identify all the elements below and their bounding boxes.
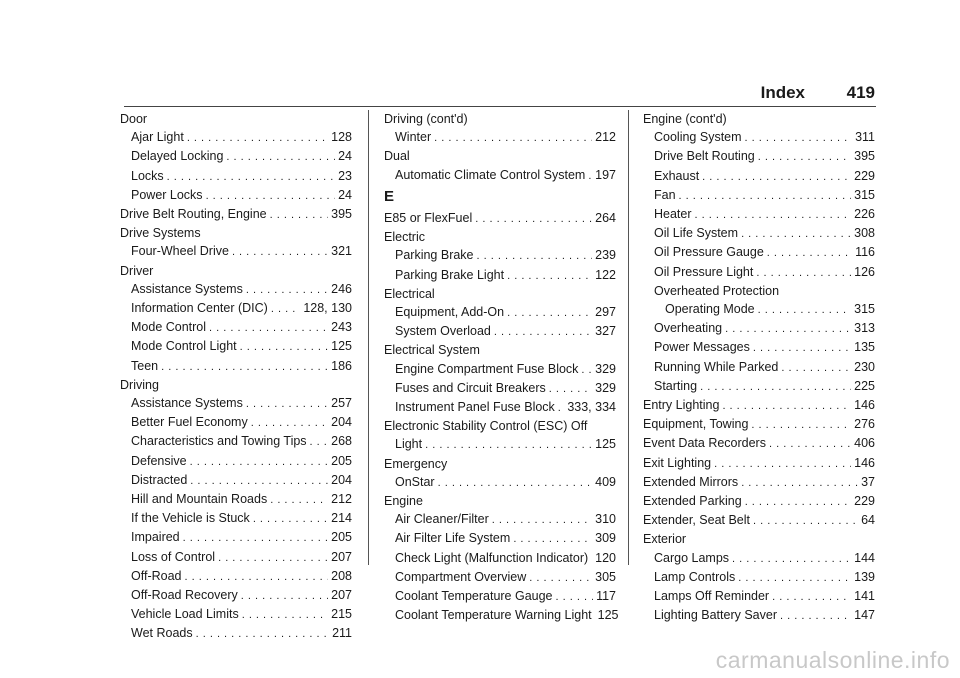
entry-page-ref[interactable]: 226 <box>854 207 875 222</box>
entry-page-ref[interactable]: 144 <box>854 550 875 565</box>
entry-page-ref[interactable]: 243 <box>331 320 352 335</box>
index-entry <box>643 415 875 434</box>
entry-page-ref[interactable]: 135 <box>854 340 875 355</box>
dot-leader <box>477 246 593 265</box>
entry-page-ref[interactable]: 64 <box>861 513 875 528</box>
dot-leader <box>588 166 592 185</box>
entry-label: Delayed Locking <box>131 149 224 164</box>
index-entry <box>643 319 875 338</box>
entry-label: Running While Parked <box>654 359 779 374</box>
entry-page-ref[interactable]: 205 <box>331 453 352 468</box>
page-number: 419 <box>846 83 875 102</box>
entry-page-ref[interactable]: 305 <box>595 569 616 584</box>
dot-leader <box>745 492 851 511</box>
entry-label: Information Center (DIC) <box>131 301 268 316</box>
index-entry <box>120 128 352 147</box>
index-entry <box>384 568 616 587</box>
dot-leader <box>581 360 592 379</box>
header-rule <box>124 106 876 107</box>
entry-page-ref[interactable]: 395 <box>854 149 875 164</box>
entry-label: Wet Roads <box>131 626 193 641</box>
index-entry <box>120 605 352 624</box>
index-entry <box>643 358 875 377</box>
index-entry <box>120 471 352 490</box>
dot-leader <box>246 394 328 413</box>
index-entry <box>120 167 352 186</box>
index-heading: Electronic Stability Control (ESC) Off <box>384 419 588 434</box>
dot-leader <box>271 299 300 318</box>
dot-leader <box>507 266 592 285</box>
index-heading: Driving <box>120 377 159 392</box>
index-entry <box>120 586 352 605</box>
column-divider <box>628 110 629 565</box>
index-heading: Door <box>120 112 148 126</box>
entry-page-ref[interactable]: 212 <box>331 492 352 507</box>
dot-leader <box>232 242 328 261</box>
dot-leader <box>591 549 592 568</box>
entry-label: Cooling System <box>654 130 742 145</box>
index-entry <box>120 280 352 299</box>
dot-leader <box>226 147 335 166</box>
entry-page-ref[interactable]: 246 <box>331 281 352 296</box>
entry-page-ref[interactable]: 208 <box>331 568 352 583</box>
dot-leader <box>246 280 328 299</box>
entry-page-ref[interactable]: 297 <box>595 305 616 320</box>
entry-page-ref[interactable]: 264 <box>595 211 616 226</box>
dot-leader <box>251 413 328 432</box>
entry-label: Parking Brake Light <box>395 267 505 282</box>
section-letter: E <box>384 187 395 205</box>
index-entry <box>384 529 616 548</box>
dot-leader <box>714 454 851 473</box>
entry-label: If the Vehicle is Stuck <box>131 511 250 526</box>
entry-page-ref[interactable]: 146 <box>854 455 875 470</box>
entry-page-ref[interactable]: 117 <box>596 589 616 604</box>
dot-leader <box>556 587 594 606</box>
index-entry <box>643 205 875 224</box>
dot-leader <box>494 322 592 341</box>
entry-page-ref[interactable]: 257 <box>331 396 352 411</box>
entry-label: Fan <box>654 187 676 202</box>
entry-page-ref[interactable]: 409 <box>595 474 616 489</box>
index-entry <box>120 299 352 318</box>
entry-page-ref[interactable]: 197 <box>595 167 616 182</box>
dot-leader <box>725 319 851 338</box>
entry-label: Lamps Off Reminder <box>654 589 770 604</box>
dot-leader <box>702 167 851 186</box>
entry-label: Off-Road Recovery <box>131 588 238 603</box>
index-column-1 <box>120 110 352 644</box>
entry-label: Winter <box>395 130 432 145</box>
index-entry <box>120 318 352 337</box>
dot-leader <box>196 624 329 643</box>
entry-page-ref[interactable]: 329 <box>595 380 616 395</box>
entry-label: Automatic Climate Control System <box>395 167 586 182</box>
dot-leader <box>167 167 335 186</box>
entry-page-ref[interactable]: 310 <box>595 512 616 527</box>
index-entry <box>120 452 352 471</box>
page-header-title: Index <box>760 83 805 102</box>
dot-leader <box>242 605 328 624</box>
index-entry <box>384 209 616 228</box>
index-heading: Dual <box>384 149 410 164</box>
dot-leader <box>695 205 852 224</box>
entry-label: Drive Belt Routing <box>654 149 755 164</box>
dot-leader <box>209 318 328 337</box>
entry-label: Ajar Light <box>131 130 184 145</box>
index-entry <box>384 606 619 625</box>
index-entry <box>384 473 616 492</box>
entry-label: Mode Control <box>131 320 207 335</box>
index-entry <box>120 147 352 166</box>
entry-label: Impaired <box>131 530 180 545</box>
entry-label: Overheating <box>654 321 723 336</box>
entry-page-ref[interactable]: 207 <box>331 588 352 603</box>
dot-leader <box>679 186 852 205</box>
entry-label: Extender, Seat Belt <box>643 513 751 528</box>
dot-leader <box>253 509 328 528</box>
index-entry <box>384 510 616 529</box>
dot-leader <box>310 432 329 451</box>
entry-page-ref[interactable]: 327 <box>595 324 616 339</box>
index-heading: Emergency <box>384 456 448 471</box>
index-entry <box>120 624 352 643</box>
dot-leader <box>185 567 329 586</box>
index-entry <box>384 549 616 568</box>
index-entry <box>120 548 352 567</box>
dot-leader <box>270 490 328 509</box>
dot-leader <box>183 528 329 547</box>
entry-label: Oil Pressure Gauge <box>654 245 764 260</box>
entry-page-ref[interactable]: 128 <box>331 130 352 145</box>
entry-label: Drive Belt Routing, Engine <box>120 207 267 222</box>
entry-page-ref[interactable]: 225 <box>854 378 875 393</box>
entry-label: OnStar <box>395 474 435 489</box>
index-heading: Overheated Protection <box>654 283 780 298</box>
entry-label: Air Filter Life System <box>395 531 511 546</box>
index-entry <box>384 166 616 185</box>
column-divider <box>368 110 369 565</box>
index-entry <box>120 528 352 547</box>
entry-label: Off-Road <box>131 568 182 583</box>
entry-page-ref[interactable]: 215 <box>331 607 352 622</box>
index-entry <box>643 492 875 511</box>
entry-page-ref[interactable]: 230 <box>854 359 875 374</box>
index-entry <box>120 509 352 528</box>
entry-label: Air Cleaner/Filter <box>395 512 489 527</box>
entry-label: Characteristics and Towing Tips <box>131 434 307 449</box>
index-entry <box>120 205 352 224</box>
dot-leader <box>756 263 851 282</box>
entry-label: Extended Mirrors <box>643 474 739 489</box>
dot-leader <box>549 379 592 398</box>
entry-label: Better Fuel Economy <box>131 415 248 430</box>
entry-page-ref[interactable]: 211 <box>332 626 352 641</box>
index-entry <box>384 360 616 379</box>
index-entry <box>120 432 352 451</box>
index-entry <box>643 338 875 357</box>
entry-page-ref[interactable]: 125 <box>597 608 619 623</box>
index-heading: Electrical <box>384 286 435 301</box>
index-entry <box>643 147 875 166</box>
index-entry <box>120 394 352 413</box>
index-heading: Driver <box>120 263 154 278</box>
index-entry <box>643 396 875 415</box>
dot-leader <box>758 300 852 319</box>
entry-page-ref[interactable]: 311 <box>855 130 875 145</box>
entry-page-ref[interactable]: 329 <box>595 361 616 376</box>
dot-leader <box>738 568 851 587</box>
dot-leader <box>781 358 851 377</box>
entry-page-ref[interactable]: 125 <box>595 437 616 452</box>
entry-label: Cargo Lamps <box>654 550 730 565</box>
entry-page-ref[interactable]: 276 <box>854 417 875 432</box>
index-entry <box>384 128 616 147</box>
index-entry <box>384 435 616 454</box>
entry-label: Starting <box>654 378 698 393</box>
entry-page-ref[interactable]: 395 <box>331 207 352 222</box>
dot-leader <box>780 606 851 625</box>
index-entry <box>120 413 352 432</box>
entry-page-ref[interactable]: 146 <box>854 398 875 413</box>
entry-label: Loss of Control <box>131 549 216 564</box>
entry-label: Assistance Systems <box>131 396 243 411</box>
index-entry <box>643 128 875 147</box>
dot-leader <box>745 128 853 147</box>
entry-page-ref[interactable]: 116 <box>855 245 875 260</box>
entry-label: Lamp Controls <box>654 569 736 584</box>
entry-page-ref[interactable]: 128, 130 <box>303 301 352 316</box>
index-entry <box>384 266 616 285</box>
index-entry <box>384 398 616 417</box>
dot-leader <box>769 434 851 453</box>
index-entry <box>384 322 616 341</box>
entry-page-ref[interactable]: 120 <box>595 550 616 565</box>
index-heading: Drive Systems <box>120 226 201 241</box>
entry-page-ref[interactable]: 321 <box>331 244 352 259</box>
entry-label: Fuses and Circuit Breakers <box>395 380 546 395</box>
entry-label: Locks <box>131 168 164 183</box>
entry-label: Coolant Temperature Gauge <box>395 589 553 604</box>
entry-label: Oil Pressure Light <box>654 264 754 279</box>
dot-leader <box>240 337 329 356</box>
entry-label: Power Messages <box>654 340 750 355</box>
index-entry <box>120 186 352 205</box>
index-column-3 <box>643 110 875 625</box>
index-entry <box>643 377 875 396</box>
dot-leader <box>206 186 336 205</box>
entry-label: E85 or FlexFuel <box>384 211 473 226</box>
index-entry <box>384 587 616 606</box>
entry-page-ref[interactable]: 214 <box>331 511 352 526</box>
entry-page-ref[interactable]: 313 <box>854 321 875 336</box>
entry-page-ref[interactable]: 125 <box>331 339 352 354</box>
dot-leader <box>767 243 852 262</box>
dot-leader <box>475 209 592 228</box>
index-entry <box>643 224 875 243</box>
dot-leader <box>513 529 592 548</box>
entry-label: Compartment Overview <box>395 569 527 584</box>
entry-page-ref[interactable]: 229 <box>854 494 875 509</box>
index-entry <box>643 300 875 319</box>
entry-page-ref[interactable]: 204 <box>331 415 352 430</box>
entry-page-ref[interactable]: 24 <box>338 187 352 202</box>
entry-label: Event Data Recorders <box>643 436 766 451</box>
entry-page-ref[interactable]: 308 <box>854 226 875 241</box>
dot-leader <box>753 511 858 530</box>
dot-leader <box>438 473 593 492</box>
entry-page-ref[interactable]: 122 <box>595 267 616 282</box>
index-entry <box>643 587 875 606</box>
entry-label: Hill and Mountain Roads <box>131 492 268 507</box>
entry-label: Parking Brake <box>395 248 474 263</box>
index-heading: Driving (cont'd) <box>384 112 468 126</box>
entry-page-ref[interactable]: 309 <box>595 531 616 546</box>
dot-leader <box>161 357 328 376</box>
index-entry <box>643 473 875 492</box>
dot-leader <box>425 435 592 454</box>
entry-page-ref[interactable]: 24 <box>338 149 352 164</box>
entry-label: Engine Compartment Fuse Block <box>395 361 579 376</box>
entry-label: Vehicle Load Limits <box>131 607 239 622</box>
index-entry <box>120 490 352 509</box>
entry-page-ref[interactable]: 406 <box>854 436 875 451</box>
index-entry <box>643 511 875 530</box>
entry-label: Distracted <box>131 472 188 487</box>
index-heading: Electrical System <box>384 343 480 358</box>
entry-page-ref[interactable]: 315 <box>854 302 875 317</box>
dot-leader <box>190 471 328 490</box>
dot-leader <box>558 398 565 417</box>
index-entry <box>643 568 875 587</box>
index-entry <box>120 357 352 376</box>
dot-leader <box>218 548 328 567</box>
index-entry <box>384 246 616 265</box>
entry-page-ref[interactable]: 229 <box>854 168 875 183</box>
entry-page-ref[interactable]: 205 <box>331 530 352 545</box>
entry-label: Exit Lighting <box>643 455 712 470</box>
entry-label: Exhaust <box>654 168 700 183</box>
entry-label: Check Light (Malfunction Indicator) <box>395 550 589 565</box>
entry-page-ref[interactable]: 141 <box>854 589 875 604</box>
entry-label: Defensive <box>131 453 187 468</box>
index-entry <box>120 337 352 356</box>
dot-leader <box>700 377 851 396</box>
index-entry <box>643 186 875 205</box>
entry-label: Assistance Systems <box>131 281 243 296</box>
index-entry <box>643 606 875 625</box>
entry-label: Coolant Temperature Warning Light <box>395 608 592 623</box>
index-entry <box>120 242 352 261</box>
dot-leader <box>270 205 329 224</box>
index-heading: Exterior <box>643 532 687 547</box>
entry-label: Equipment, Towing <box>643 417 749 432</box>
index-entry <box>643 434 875 453</box>
index-entry <box>643 454 875 473</box>
index-heading: Engine (cont'd) <box>643 112 727 126</box>
index-entry <box>384 379 616 398</box>
entry-page-ref[interactable]: 207 <box>331 549 352 564</box>
entry-page-ref[interactable]: 239 <box>595 248 616 263</box>
entry-label: Power Locks <box>131 187 203 202</box>
dot-leader <box>741 224 851 243</box>
dot-leader <box>492 510 592 529</box>
entry-label: Extended Parking <box>643 494 742 509</box>
dot-leader <box>507 303 592 322</box>
dot-leader <box>772 587 851 606</box>
dot-leader <box>732 549 851 568</box>
entry-label: Instrument Panel Fuse Block <box>395 400 555 415</box>
dot-leader <box>529 568 592 587</box>
entry-page-ref[interactable]: 212 <box>595 130 616 145</box>
dot-leader <box>187 128 328 147</box>
index-entry <box>643 243 875 262</box>
entry-label: System Overload <box>395 324 491 339</box>
dot-leader <box>434 128 592 147</box>
entry-label: Lighting Battery Saver <box>654 608 777 623</box>
entry-label: Teen <box>131 358 159 373</box>
dot-leader <box>241 586 328 605</box>
entry-page-ref[interactable]: 139 <box>854 569 875 584</box>
entry-label: Mode Control Light <box>131 339 237 354</box>
index-entry <box>643 263 875 282</box>
index-column-2 <box>384 110 619 625</box>
index-entry <box>643 549 875 568</box>
entry-label: Equipment, Add-On <box>395 305 505 320</box>
entry-page-ref[interactable]: 315 <box>854 187 875 202</box>
watermark: carmanualsonline.info <box>715 647 950 673</box>
dot-leader <box>753 338 851 357</box>
dot-leader <box>758 147 851 166</box>
entry-page-ref[interactable]: 186 <box>331 358 352 373</box>
index-heading: Engine <box>384 494 423 509</box>
entry-page-ref[interactable]: 126 <box>854 264 875 279</box>
entry-page-ref[interactable]: 268 <box>331 434 352 449</box>
entry-label: Heater <box>654 207 692 222</box>
entry-page-ref[interactable]: 37 <box>861 474 875 489</box>
dot-leader <box>751 415 851 434</box>
dot-leader <box>741 473 858 492</box>
entry-label: Four-Wheel Drive <box>131 244 229 259</box>
index-entry <box>643 167 875 186</box>
entry-page-ref[interactable]: 23 <box>338 168 352 183</box>
index-heading: Electric <box>384 230 425 245</box>
dot-leader <box>190 452 329 471</box>
index-entry <box>120 567 352 586</box>
entry-label: Oil Life System <box>654 226 739 241</box>
entry-page-ref[interactable]: 204 <box>331 472 352 487</box>
entry-label: Entry Lighting <box>643 398 720 413</box>
entry-label: Light <box>395 437 423 452</box>
index-entry <box>384 303 616 322</box>
entry-page-ref[interactable]: 333, 334 <box>567 400 616 415</box>
entry-label: Operating Mode <box>665 302 755 317</box>
entry-page-ref[interactable]: 147 <box>854 608 875 623</box>
dot-leader <box>722 396 851 415</box>
